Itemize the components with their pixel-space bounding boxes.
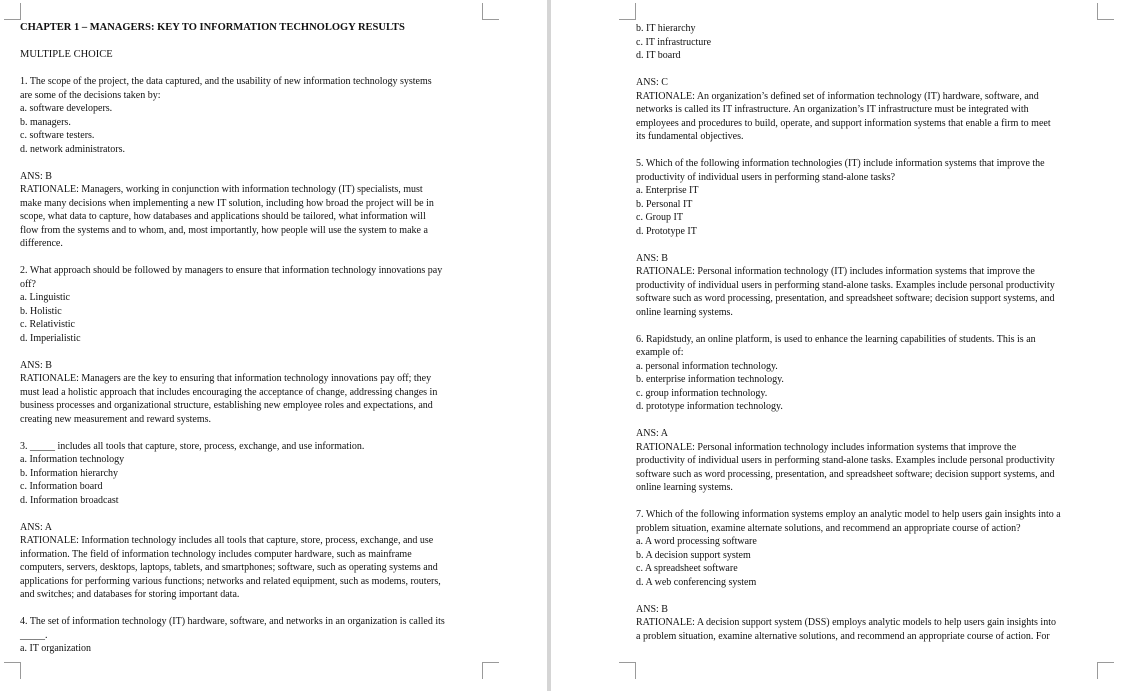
text-line: RATIONALE: A decision support system (DSS) employs analytic models to help users gain insights into	[636, 617, 1056, 628]
text-line: a. A word processing software	[636, 536, 757, 547]
text-block	[636, 603, 1116, 644]
text-block	[636, 22, 1116, 63]
text-line: RATIONALE: Managers, working in conjunction with information technology (IT) specialists, must	[20, 184, 423, 195]
document-page-right[interactable]	[551, 0, 1142, 691]
text-line: 6. Rapidstudy, an online platform, is used to enhance the learning capabilities of students. This is an	[636, 333, 1036, 345]
page-left-content	[20, 21, 490, 656]
text-line: 2. What approach should be followed by managers to ensure that information technology innovations pay	[20, 265, 443, 276]
text-line: online learning systems.	[636, 482, 733, 493]
text-line: c. Information board	[20, 481, 103, 492]
text-line: software such as word processing, presentation, and spreadsheet software; decision support systems, and	[636, 468, 1055, 480]
text-block	[636, 508, 1116, 589]
text-line: are some of the decisions taken by:	[20, 89, 161, 101]
text-line: c. Relativistic	[20, 319, 75, 330]
text-line: d. Imperialistic	[20, 332, 81, 344]
text-line: make many decisions when implementing a new IT solution, including how broad the project will be in	[20, 197, 434, 209]
text-line: 3. _____ includes all tools that capture, store, process, exchange, and use information.	[20, 440, 365, 452]
text-block	[636, 333, 1116, 414]
corner-mark-bottom-left	[4, 662, 21, 679]
text-line: applications for performing various functions; networks and related equipment, such as modems, routers,	[20, 575, 441, 587]
text-block	[20, 264, 490, 345]
text-line: c. A spreadsheet software	[636, 563, 738, 574]
text-line: online learning systems.	[636, 306, 733, 318]
text-line: b. IT hierarchy	[636, 23, 696, 34]
text-line: information. The field of information technology includes computer hardware, such as mainframe	[20, 548, 412, 560]
section-title: MULTIPLE CHOICE	[20, 49, 113, 60]
text-line: difference.	[20, 238, 63, 249]
text-block	[20, 521, 490, 602]
corner-mark-bottom-right	[482, 662, 499, 679]
text-line: a. Linguistic	[20, 292, 70, 303]
text-line: c. IT infrastructure	[636, 36, 712, 48]
text-line: d. Prototype IT	[636, 225, 697, 237]
text-block	[636, 427, 1116, 495]
corner-mark-top-right	[1097, 3, 1114, 20]
text-line: employees and procedures to build, operate, and support information systems that enable a firm to meet	[636, 117, 1051, 129]
text-line: a. personal information technology.	[636, 360, 778, 372]
text-line: d. IT board	[636, 50, 681, 61]
text-line: _____.	[20, 629, 48, 641]
text-line: a. Information technology	[20, 454, 125, 465]
text-block	[20, 170, 490, 251]
text-line: business processes and organizational structure, establishing new employee roles and expectations, and	[20, 400, 433, 411]
right-page-text-blocks	[636, 22, 1116, 643]
text-line: productivity of individual users in performing stand-alone tasks?	[636, 171, 896, 183]
corner-mark-bottom-right	[1097, 662, 1114, 679]
text-line: RATIONALE: Information technology includes all tools that capture, store, process, exchange, and use	[20, 535, 434, 546]
text-line: b. Information hierarchy	[20, 467, 119, 479]
text-line: c. software testers.	[20, 130, 95, 141]
text-line: its fundamental objectives.	[636, 131, 744, 142]
text-line: d. prototype information technology.	[636, 401, 783, 412]
text-line: ANS: B	[20, 359, 52, 371]
text-line: d. A web conferencing system	[636, 576, 757, 588]
text-line: b. Holistic	[20, 305, 62, 317]
text-line: off?	[20, 278, 36, 290]
text-line: flow from the systems and to whom, and, most importantly, how people will use the system to make a	[20, 224, 428, 236]
text-line: a problem situation, examine alternative solutions, and recommend an appropriate course of action. For	[636, 630, 1050, 642]
text-block	[20, 75, 490, 156]
text-line: d. network administrators.	[20, 143, 125, 155]
text-line: productivity of individual users in performing stand-alone tasks. Examples include personal productivity	[636, 279, 1055, 291]
text-block	[20, 440, 490, 508]
text-line: ANS: C	[636, 77, 668, 88]
text-block	[636, 76, 1116, 144]
text-line: a. Enterprise IT	[636, 185, 699, 196]
text-line: 7. Which of the following information systems employ an analytic model to help users gain insights into a	[636, 509, 1061, 520]
text-line: b. enterprise information technology.	[636, 374, 784, 385]
text-block	[20, 359, 490, 427]
text-line: and switches; and databases for storing important data.	[20, 589, 240, 600]
text-line: b. managers.	[20, 116, 71, 128]
text-line: b. Personal IT	[636, 198, 693, 210]
text-line: d. Information broadcast	[20, 494, 119, 506]
text-line: ANS: B	[20, 170, 52, 182]
text-line: ANS: A	[20, 521, 52, 533]
text-line: problem situation, examine alternate solutions, and recommend an appropriate course of action?	[636, 522, 1021, 534]
document-page-left[interactable]	[0, 0, 547, 691]
text-block	[636, 157, 1116, 238]
text-line: 4. The set of information technology (IT) hardware, software, and networks in an organization is called its	[20, 616, 445, 627]
text-block	[20, 615, 490, 656]
chapter-title: CHAPTER 1 – MANAGERS: KEY TO INFORMATION TECHNOLOGY RESULTS	[20, 22, 405, 33]
text-line: computers, servers, desktops, laptops, tablets, and smartphones; software, such as operating systems and	[20, 562, 438, 573]
text-line: c. group information technology.	[636, 387, 768, 399]
text-line: must lead a holistic approach that includes encouraging the acceptance of change, addressing changes in	[20, 386, 438, 398]
text-line: scope, what data to capture, how databases and applications should be tailored, what information will	[20, 211, 426, 222]
text-line: 5. Which of the following information technologies (IT) include information systems that improve the	[636, 158, 1045, 169]
text-line: ANS: B	[636, 252, 668, 264]
text-line: ANS: A	[636, 428, 668, 439]
text-line: RATIONALE: Personal information technology (IT) includes information systems that improve the	[636, 266, 1035, 277]
corner-mark-bottom-left	[619, 662, 636, 679]
text-line: a. IT organization	[20, 643, 91, 654]
text-line: RATIONALE: Managers are the key to ensuring that information technology innovations pay off; they	[20, 373, 432, 384]
text-block	[636, 252, 1116, 320]
text-line: ANS: B	[636, 603, 668, 615]
left-page-text-blocks	[20, 75, 490, 656]
text-line: networks is called its IT infrastructure. An organization’s IT infrastructure must be integrated with	[636, 104, 1029, 115]
corner-mark-top-right	[482, 3, 499, 20]
page-right-content	[636, 22, 1116, 643]
text-line: RATIONALE: Personal information technology includes information systems that improve the	[636, 441, 1017, 453]
text-line: RATIONALE: An organization’s defined set of information technology (IT) hardware, software, and	[636, 90, 1039, 102]
text-line: 1. The scope of the project, the data captured, and the usability of new information technology systems	[20, 76, 432, 87]
text-line: software such as word processing, presentation, and spreadsheet software; decision support systems, and	[636, 293, 1055, 304]
text-line: example of:	[636, 347, 684, 358]
corner-mark-top-left	[4, 3, 21, 20]
text-line: a. software developers.	[20, 103, 113, 114]
corner-mark-top-left	[619, 3, 636, 20]
text-line: c. Group IT	[636, 212, 683, 223]
text-line: productivity of individual users in performing stand-alone tasks. Examples include personal productivity	[636, 455, 1055, 466]
text-line: creating new measurement and reward systems.	[20, 413, 212, 425]
text-line: b. A decision support system	[636, 549, 751, 561]
